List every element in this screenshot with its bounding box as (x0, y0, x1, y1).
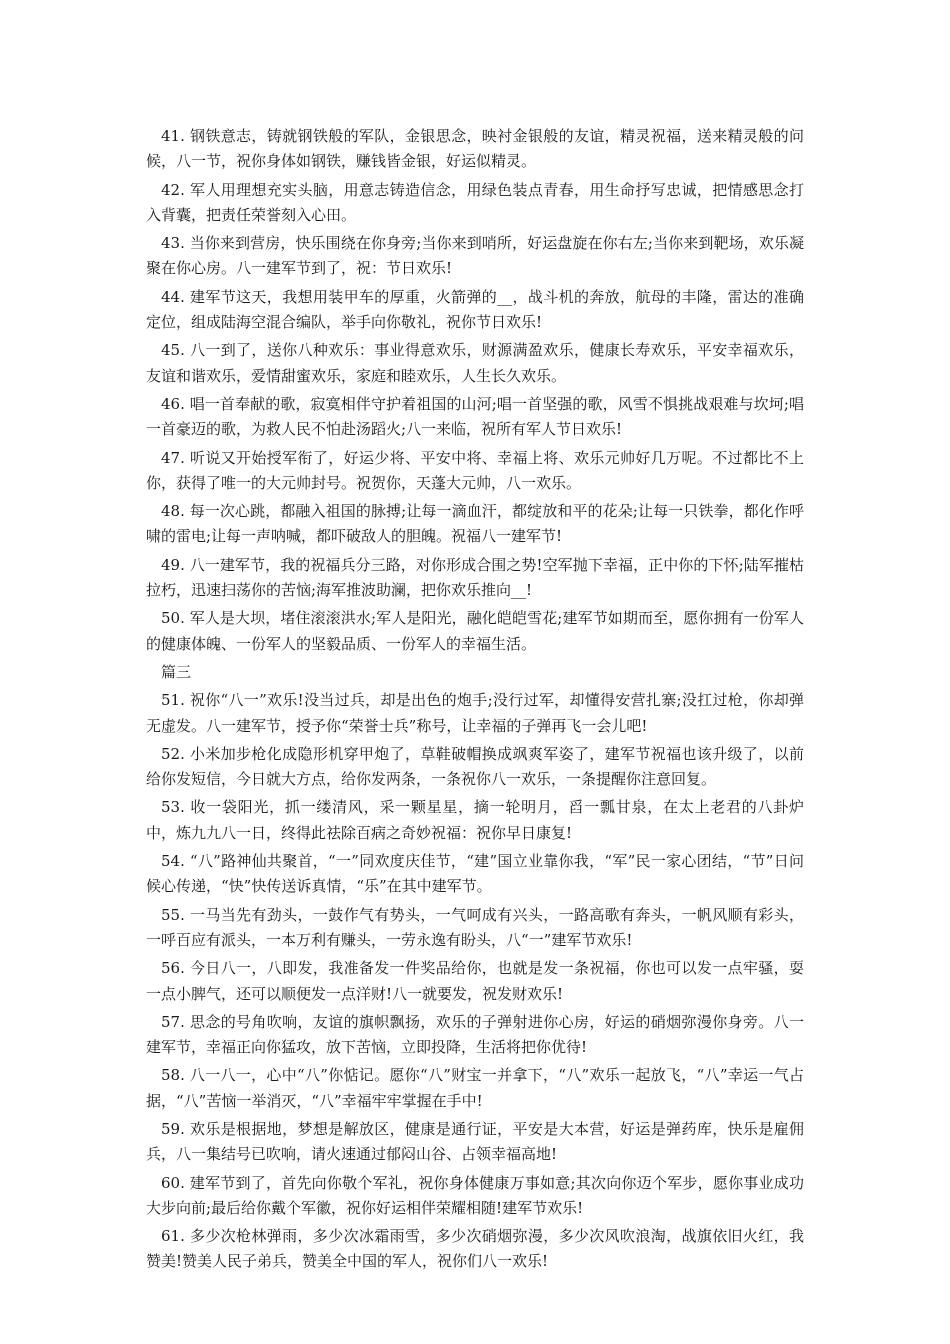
paragraph-52: 52. 小米加步枪化成隐形机穿甲炮了，草鞋破帽换成飒爽军姿了，建军节祝福也该升级了，以前给你发短信，今日就大方点，给你发两条，一条祝你八一欢乐，一条提醒你注意回复。 (146, 744, 804, 789)
paragraph-41: 41. 钢铁意志，铸就钢铁般的军队，金银思念，映衬金银般的友谊，精灵祝福，送来精灵般的问候，八一节，祝你身体如钢铁，赚钱皆金银，好运似精灵。 (146, 127, 804, 171)
paragraph-47: 47. 听说又开始授军衔了，好运少将、平安中将、幸福上将、欢乐元帅好几万呢。不过都比不上你，获得了唯一的大元帅封号。祝贺你，天蓬大元帅，八一欢乐。 (146, 448, 804, 492)
paragraph-51: 51. 祝你“八一”欢乐!没当过兵，却是出色的炮手;没行过军，却懂得安营扎寨;没扛过枪，你却弹无虚发。八一建军节，授予你“荣誉士兵”称号，让幸福的子弹再飞一会儿吧! (146, 691, 804, 735)
paragraph-48: 48. 每一次心跳，都融入祖国的脉搏;让每一滴血汗，都绽放和平的花朵;让每一只铁拳，都化作呼啸的雷电;让每一声呐喊，都吓破敌人的胆魄。祝福八一建军节! (146, 502, 804, 546)
paragraph-44: 44. 建军节这天，我想用装甲车的厚重，火箭弹的__，战斗机的奔放，航母的丰隆，雷达的准确定位，组成陆海空混合编队，举手向你敬礼，祝你节日欢乐! (146, 287, 804, 332)
paragraph-42: 42. 军人用理想充实头脑，用意志铸造信念，用绿色装点青春，用生命抒写忠诚，把情感思念打入背囊，把责任荣誉刻入心田。 (146, 180, 804, 224)
paragraph-61: 61. 多少次枪林弹雨，多少次冰霜雨雪，多少次硝烟弥漫，多少次风吹浪淘，战旗依旧火红，我赞美!赞美人民子弟兵，赞美全中国的军人，祝你们八一欢乐! (146, 1227, 804, 1271)
paragraph-49: 49. 八一建军节，我的祝福兵分三路，对你形成合围之势!空军抛下幸福，正中你的下怀;陆军摧枯拉朽，迅速扫荡你的苦恼;海军推波助澜，把你欢乐推向__! (146, 555, 804, 600)
section-title: 篇三 (161, 662, 192, 681)
paragraph-43: 43. 当你来到营房，快乐围绕在你身旁;当你来到哨所，好运盘旋在你右左;当你来到靶场，欢乐凝聚在你心房。八一建军节到了，祝：节日欢乐! (146, 234, 804, 278)
paragraph-50: 50. 军人是大坝，堵住滚滚洪水;军人是阳光，融化皑皑雪花;建军节如期而至，愿你拥有一份军人的健康体魄、一份军人的坚毅品质、一份军人的幸福生活。 (146, 609, 804, 653)
paragraph-59: 59. 欢乐是根据地，梦想是解放区，健康是通行证，平安是大本营，好运是弹药库，快乐是雇佣兵，八一集结号已吹响，请火速通过郁闷山谷、占领幸福高地! (146, 1119, 804, 1164)
paragraph-57: 57. 思念的号角吹响，友谊的旗帜飘扬，欢乐的子弹射进你心房，好运的硝烟弥漫你身旁。八一建军节，幸福正向你猛攻，放下苦恼，立即投降，生活将把你优待! (146, 1012, 804, 1057)
paragraph-45: 45. 八一到了，送你八种欢乐：事业得意欢乐，财源满盈欢乐，健康长寿欢乐，平安幸福欢乐，友谊和谐欢乐，爱情甜蜜欢乐，家庭和睦欢乐，人生长久欢乐。 (146, 341, 804, 385)
paragraph-53: 53. 收一袋阳光，抓一缕清风，采一颗星星，摘一轮明月，舀一瓢甘泉，在太上老君的八卦炉中，炼九九八一日，终得此祛除百病之奇妙祝福：祝你早日康复! (146, 798, 804, 842)
paragraph-56: 56. 今日八一，八即发，我准备发一件奖品给你，也就是发一条祝福，你也可以发一点牢骚，耍一点小脾气，还可以顺便发一点洋财!八一就要发，祝发财欢乐! (146, 959, 804, 1003)
paragraph-60: 60. 建军节到了，首先向你敬个军礼，祝你身体健康万事如意;其次向你迈个军步，愿你事业成功大步向前;最后给你戴个军徽，祝你好运相伴荣耀相随!建军节欢乐! (146, 1173, 804, 1217)
paragraph-54: 54. “八”路神仙共聚首，“一”同欢度庆佳节，“建”国立业靠你我，“军”民一家心团结，“节”日问候心传递，“快”快传送诉真情，“乐”在其中建军节。 (146, 852, 804, 896)
paragraph-55: 55. 一马当先有劲头，一鼓作气有势头，一气呵成有兴头，一路高歌有奔头，一帆风顺有彩头，一呼百应有派头，一本万利有赚头，一劳永逸有盼头，八“一”建军节欢乐! (146, 905, 804, 949)
paragraph-46: 46. 唱一首奉献的歌，寂寞相伴守护着祖国的山河;唱一首坚强的歌，风雪不惧挑战艰难与坎坷;唱一首豪迈的歌，为救人民不怕赴汤蹈火;八一来临，祝所有军人节日欢乐! (146, 394, 804, 439)
document-body (146, 124, 804, 1278)
paragraph-58: 58. 八一八一，心中“八”你惦记。愿你“八”财宝一并拿下，“八”欢乐一起放飞，“八”幸运一气占据，“八”苦恼一举消灭，“八”幸福牢牢掌握在手中! (146, 1066, 804, 1110)
